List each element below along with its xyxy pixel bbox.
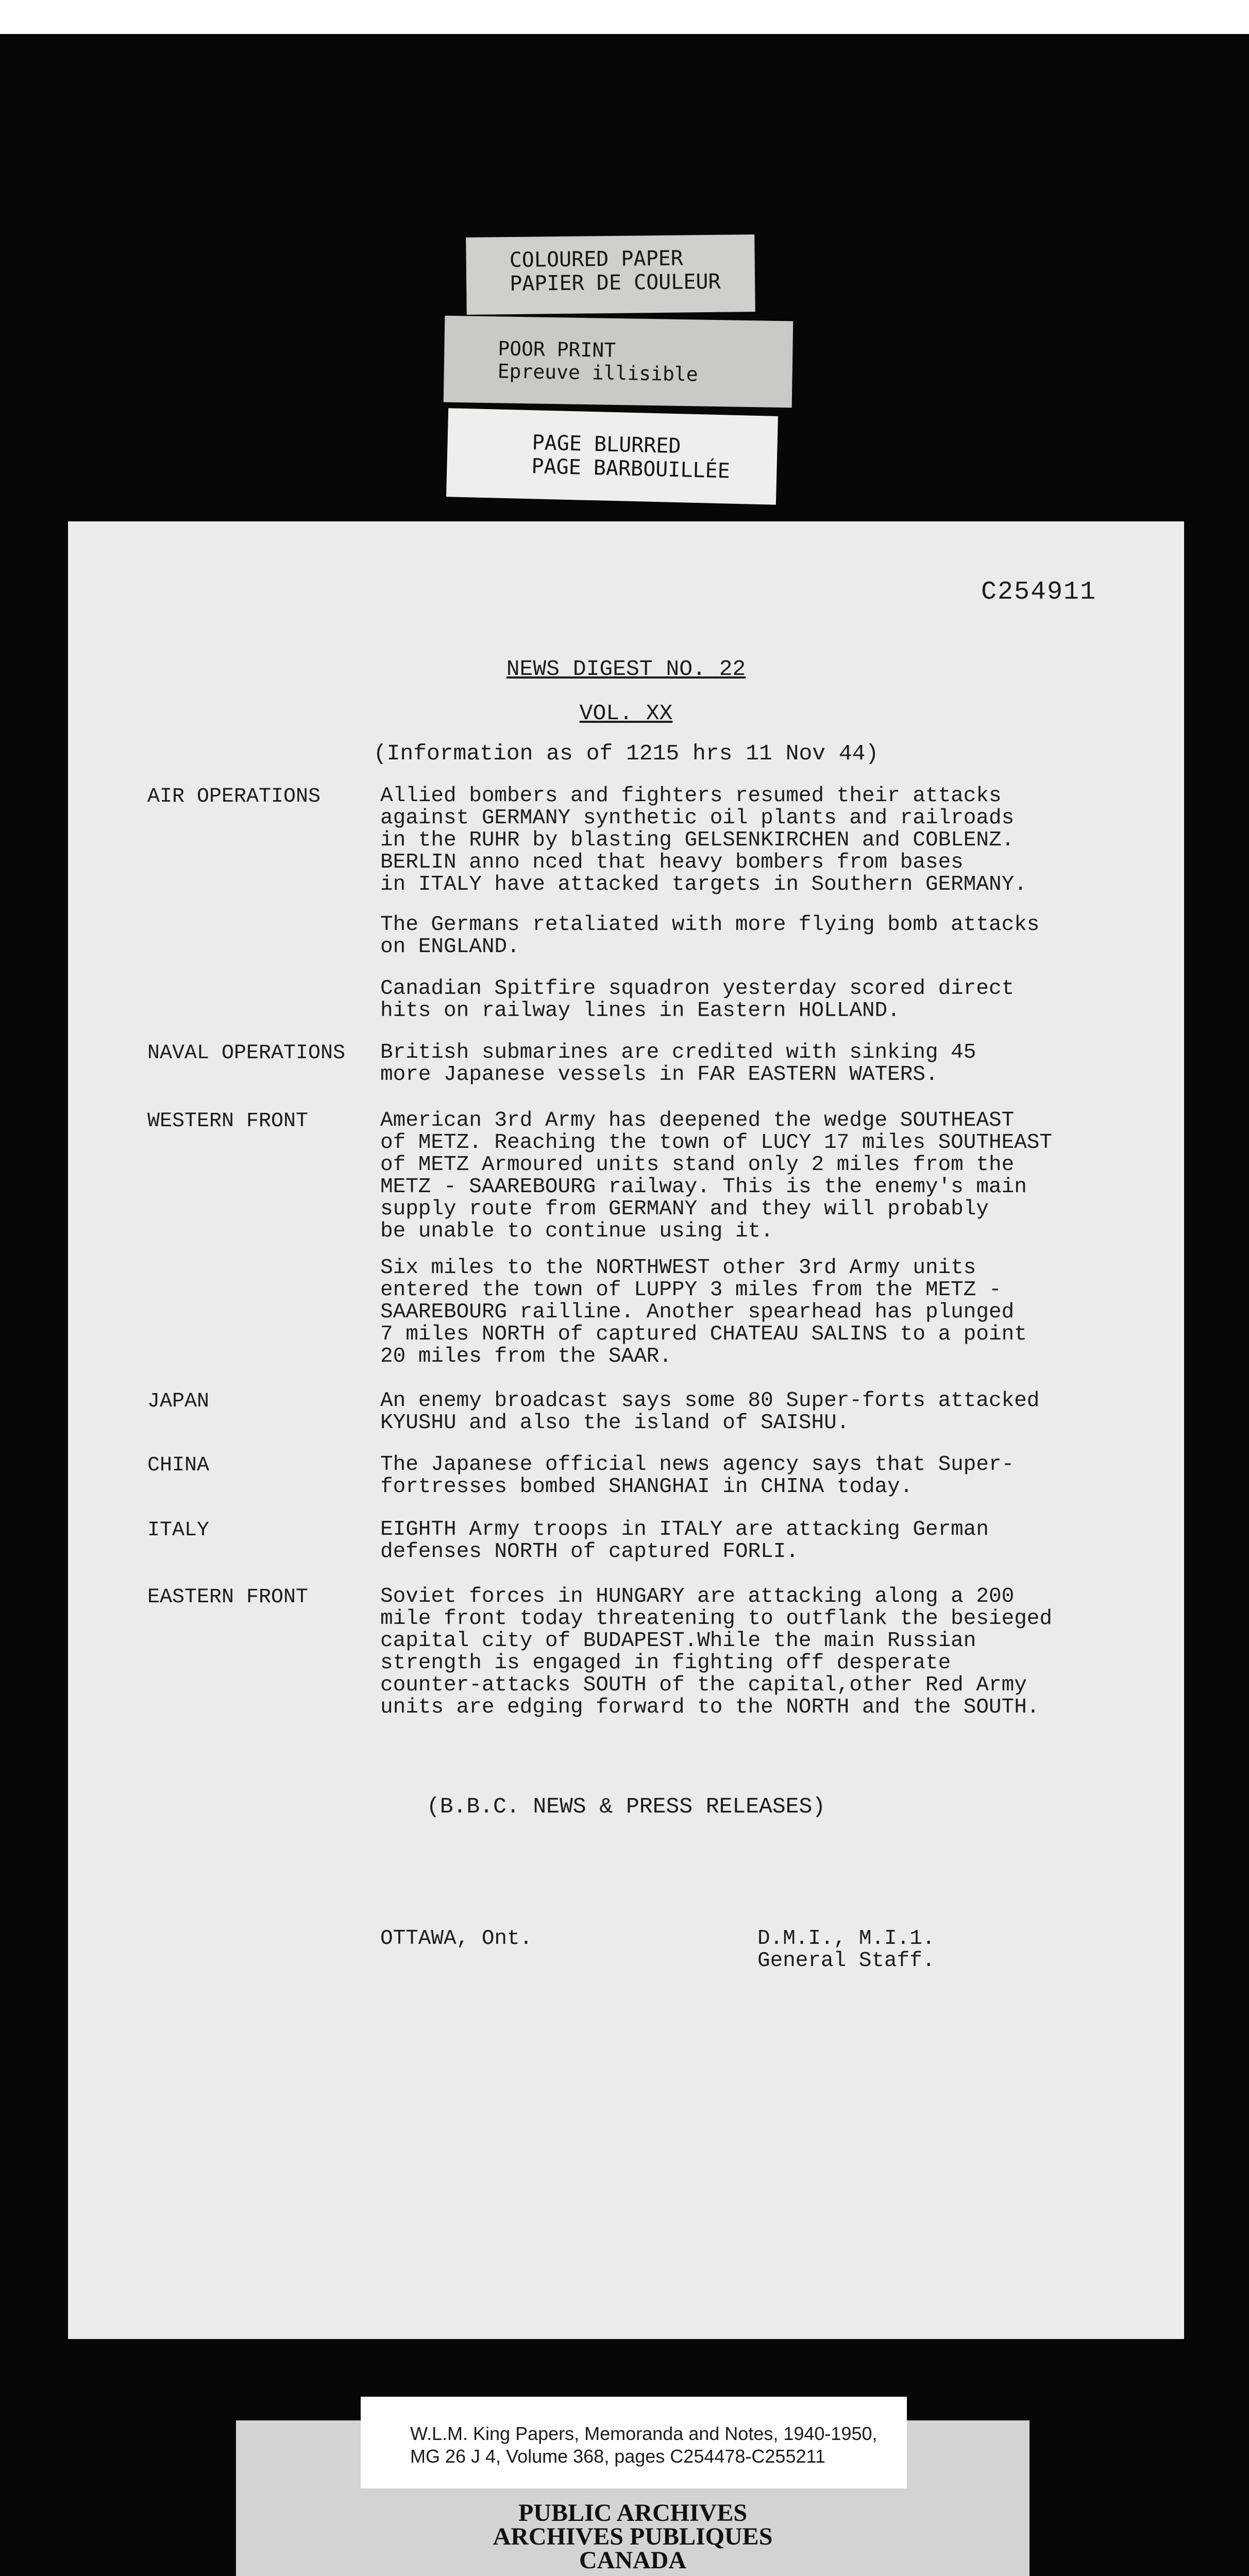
section-label-eastern-front: EASTERN FRONT [147,1586,309,1609]
paragraph: Canadian Spitfire squadron yesterday scored direct hits on railway lines in Eastern HOLLAND. [380,977,1015,1023]
paragraph: An enemy broadcast says some 80 Super-forts attacked KYUSHU and also the island of SAISHU. [380,1389,1040,1435]
archive-reference-line: W.L.M. King Papers, Memoranda and Notes, 1940-1950, [410,2423,877,2444]
tag-line: PAGE BARBOUILLÉE [531,454,731,483]
title-text: NEWS DIGEST NO. 22 [506,656,746,682]
document-title [68,656,1184,682]
section-label-italy: ITALY [147,1519,210,1542]
tag-line: PAGE BLURRED [532,431,682,459]
tag-line: Epreuve illisible [497,360,698,386]
paragraph: The Germans retaliated with more flying bomb attacks on ENGLAND. [380,913,1040,959]
signature-block: D.M.I., M.I.1. General Staff. [757,1927,935,1973]
volume-text: VOL. XX [579,701,673,726]
stamp-line: PUBLIC ARCHIVES [518,2499,748,2527]
paragraph: Six miles to the NORTHWEST other 3rd Army units entered the town of LUPPY 3 miles from the METZ - SAAREBOURG railline. Another spearhead has plunged 7 miles NORTH of captured CHATEAU SALINS to a point 20 miles from the SAAR. [380,1256,1027,1368]
document-volume [68,701,1184,726]
archive-reference-label [361,2397,907,2488]
information-date: (Information as of 1215 hrs 11 Nov 44) [373,741,879,766]
place-line: OTTAWA, Ont. [380,1927,533,1951]
poor-print-tag [444,316,794,408]
source-note: (B.B.C. NEWS & PRESS RELEASES) [426,1794,826,1819]
section-label-western-front: WESTERN FRONT [147,1110,309,1133]
paragraph: Allied bombers and fighters resumed their attacks against GERMANY synthetic oil plants and railroads in the RUHR by blasting GELSENKIRCHEN and COBLENZ. BERLIN anno nced that heavy bombers from bases in ITALY have attacked targets in Southern GERMANY. [380,784,1027,896]
coloured-paper-tag [466,234,755,315]
paragraph: American 3rd Army has deepened the wedge SOUTHEAST of METZ. Reaching the town of LUCY 17 miles SOUTHEAST of METZ Armoured units stand only 2 miles from the METZ - SAAREBOURG railway. This is the enemy's main supply route from GERMANY and they will probably be unable to continue using it. [380,1109,1053,1243]
stamp-line: ARCHIVES PUBLIQUES [493,2523,773,2550]
paragraph: EIGHTH Army troops in ITALY are attacking German defenses NORTH of captured FORLI. [380,1518,989,1564]
document-id: C254911 [981,578,1097,607]
section-label-china: CHINA [147,1454,210,1477]
document-page [68,521,1184,2339]
tag-line: POOR PRINT [498,337,616,362]
section-label-air-operations: AIR OPERATIONS [147,785,321,808]
stamp-line: CANADA [579,2547,686,2574]
public-archives-stamp [236,2501,1029,2572]
tag-line: COLOURED PAPER [509,246,684,273]
section-label-naval-operations: NAVAL OPERATIONS [147,1042,346,1065]
top-film-strip [0,0,1249,34]
paragraph: British submarines are credited with sinking 45 more Japanese vessels in FAR EASTERN WATERS. [380,1041,976,1087]
section-label-japan: JAPAN [147,1390,210,1413]
archive-reference-line: MG 26 J 4, Volume 368, pages C254478-C255211 [410,2446,825,2467]
page-blurred-tag [446,408,778,505]
paragraph: The Japanese official news agency says that Super- fortresses bombed SHANGHAI in CHINA today. [380,1453,1015,1499]
paragraph: Soviet forces in HUNGARY are attacking along a 200 mile front today threatening to outflank the besieged capital city of BUDAPEST.While the main Russian strength is engaged in fighting off desperate counter-attacks SOUTH of the capital,other Red Army units are edging forward to the NORTH and the SOUTH. [380,1585,1053,1719]
tag-line: PAPIER DE COULEUR [509,269,721,296]
